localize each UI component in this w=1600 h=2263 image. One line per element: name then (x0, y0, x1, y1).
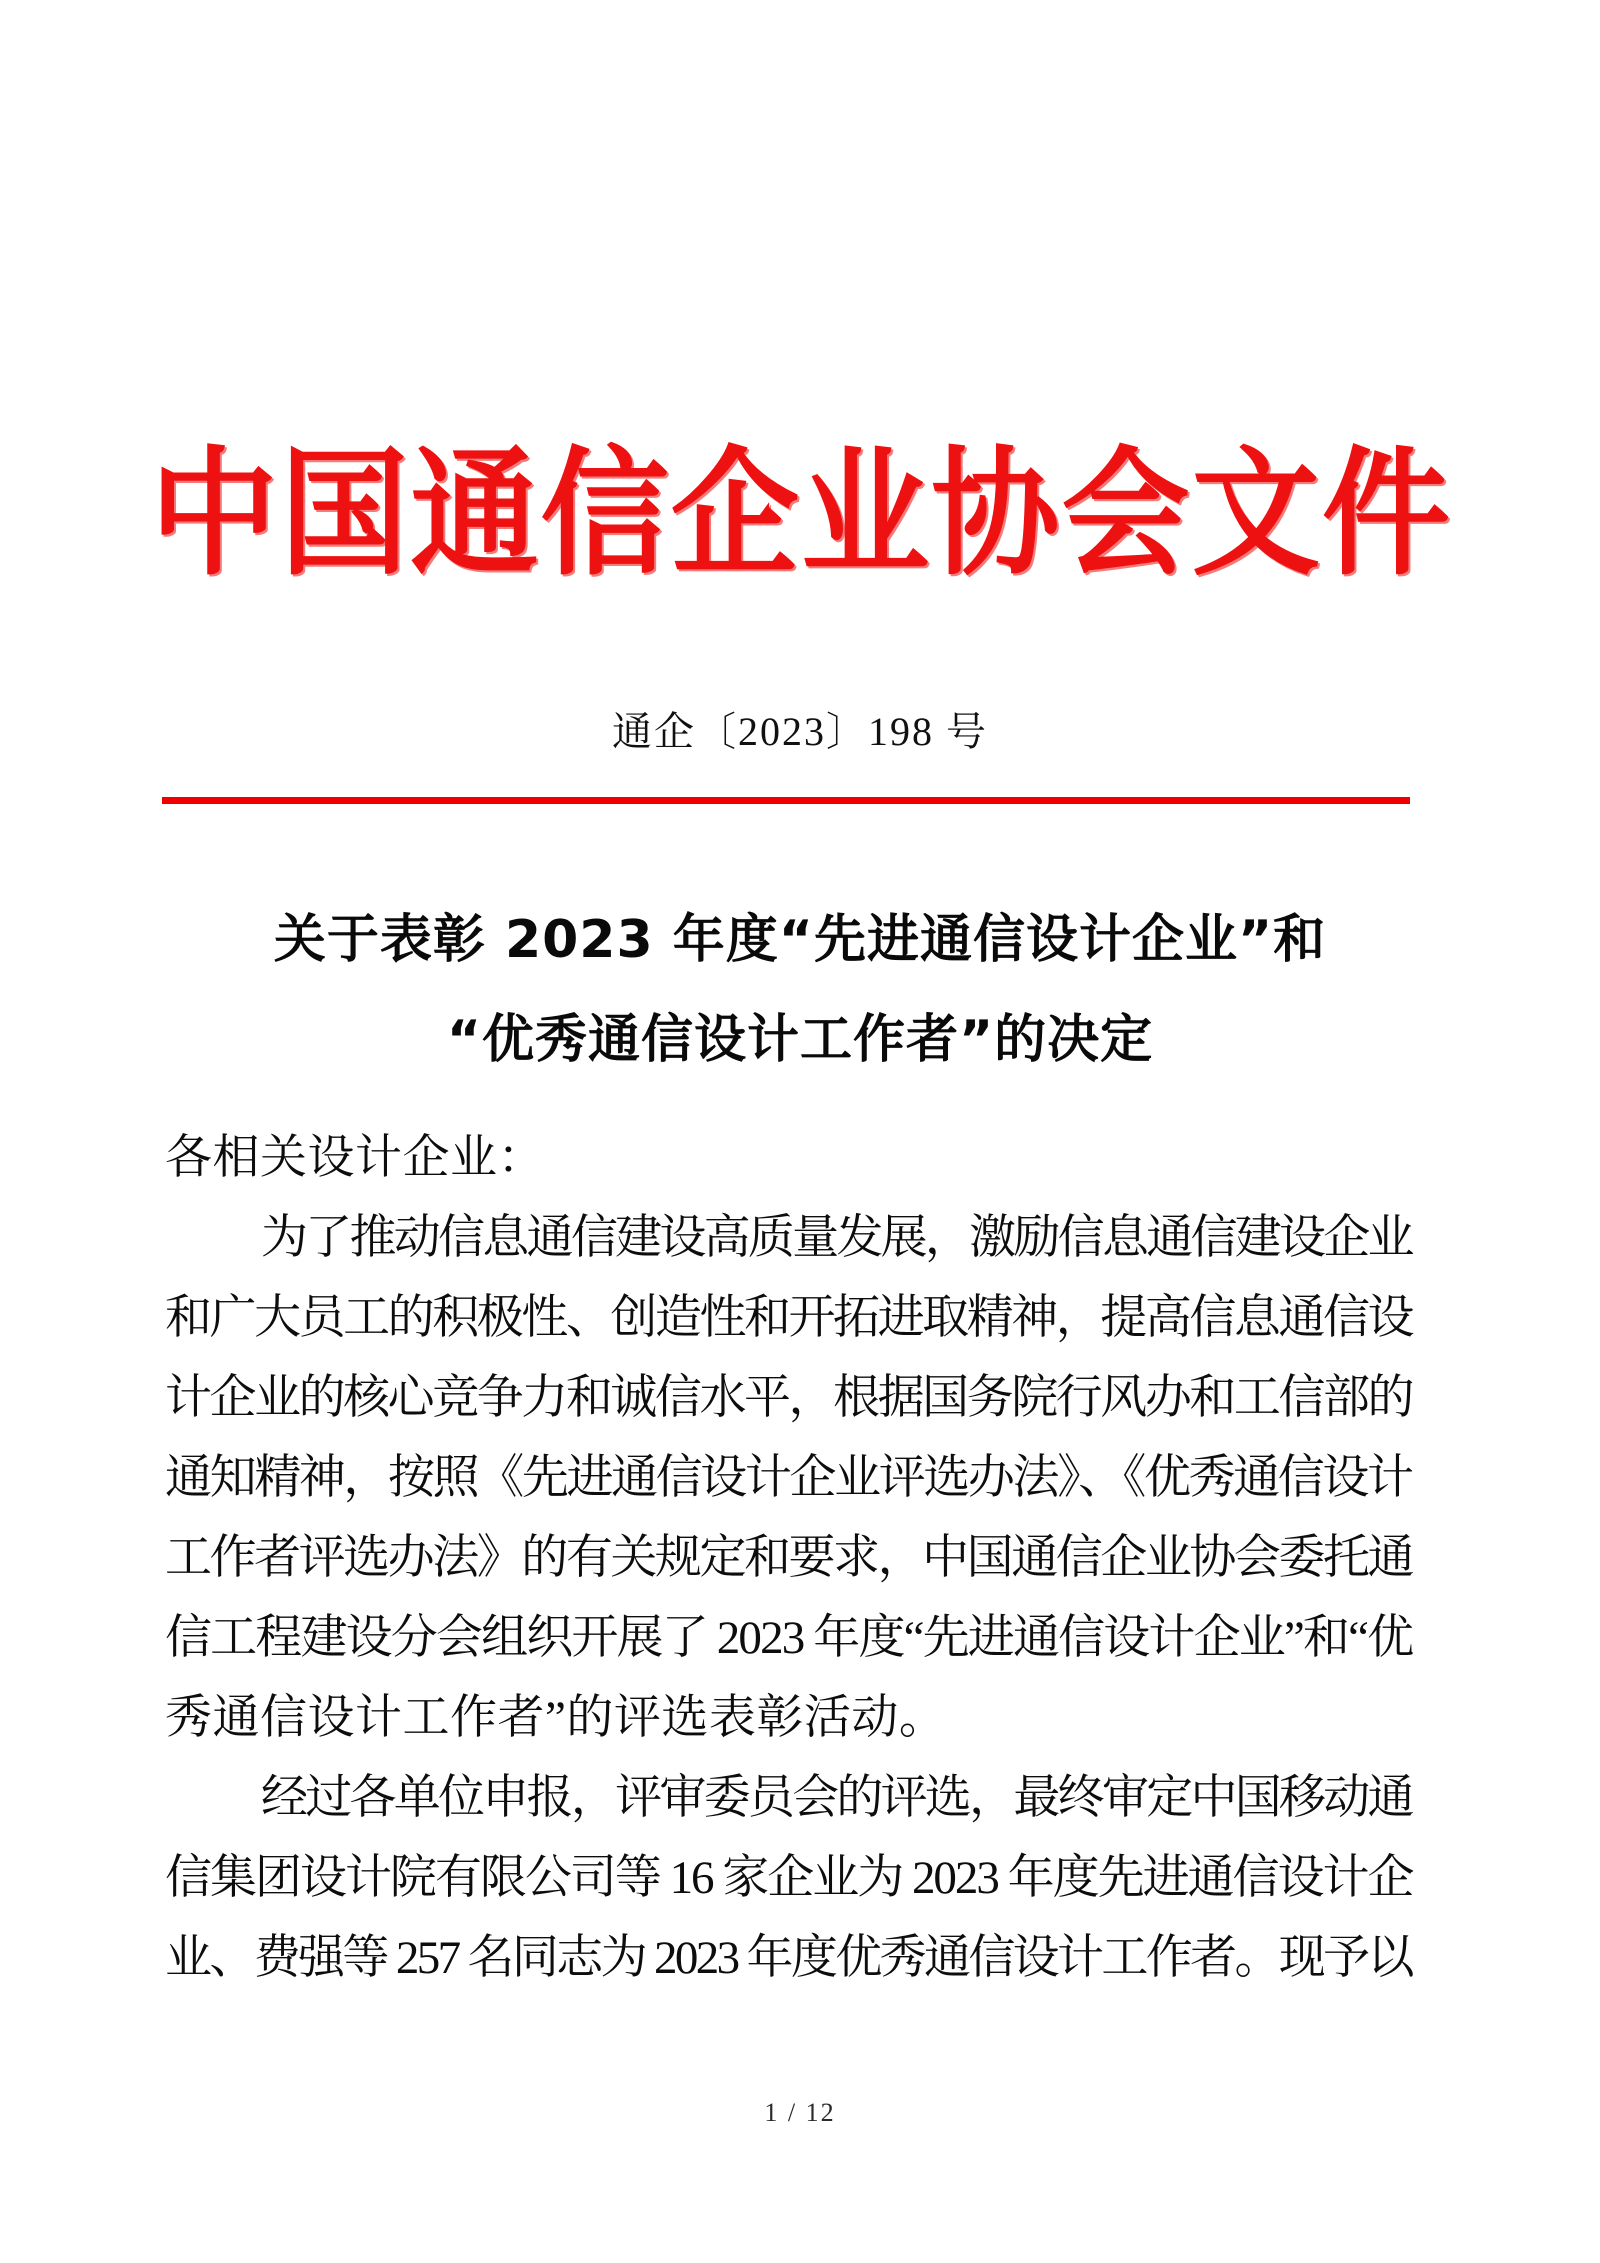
body-line: 计企业的核心竞争力和诚信水平，根据国务院行风办和工信部的 (165, 1372, 1413, 1424)
document-title-line-1: 关于表彰 2023 年度“先进通信设计企业”和 (273, 910, 1327, 970)
body-line: 信集团设计院有限公司等 16 家企业为 2023 年度先进通信设计企 (165, 1852, 1413, 1904)
body-line: 经过各单位申报，评审委员会的评选，最终审定中国移动通 (261, 1772, 1412, 1824)
document-number: 通企〔2023〕198 号 (612, 709, 988, 754)
document-body (165, 1118, 1415, 1998)
masthead-char-7: 协 (931, 438, 1060, 592)
body-line: 业、费强等 257 名同志为 2023 年度优秀通信设计工作者。现予以 (165, 1932, 1412, 1984)
body-line: 为了推动信息通信建设高质量发展，激励信息通信建设企业 (261, 1212, 1412, 1264)
body-line: 和广大员工的积极性、创造性和开拓进取精神，提高信息通信设 (165, 1292, 1413, 1344)
masthead-char-5: 企 (670, 438, 799, 592)
body-line: 秀通信设计工作者”的评选表彰活动。 (165, 1692, 947, 1744)
red-separator-rule (162, 797, 1410, 804)
body-line: 通知精神，按照《先进通信设计企业评选办法》、《优秀通信设计 (165, 1452, 1412, 1504)
body-line: 信工程建设分会组织开展了 2023 年度“先进通信设计企业”和“优 (165, 1612, 1413, 1664)
masthead-char-6: 业 (801, 438, 930, 592)
salutation: 各相关设计企业： (165, 1132, 545, 1184)
masthead-char-10: 件 (1321, 438, 1450, 592)
document-masthead (150, 440, 1450, 590)
masthead-char-9: 文 (1191, 438, 1320, 592)
masthead-char-3: 通 (410, 438, 539, 592)
masthead-char-4: 信 (540, 438, 669, 592)
masthead-char-8: 会 (1061, 438, 1190, 592)
masthead-char-1: 中 (150, 438, 279, 592)
document-title (180, 890, 1420, 1090)
document-title-line-2: “优秀通信设计工作者”的决定 (446, 1010, 1154, 1070)
masthead-char-2: 国 (280, 438, 409, 592)
body-line: 工作者评选办法》的有关规定和要求，中国通信企业协会委托通 (165, 1532, 1413, 1584)
page-footer: 1 / 12 (764, 2098, 836, 2127)
